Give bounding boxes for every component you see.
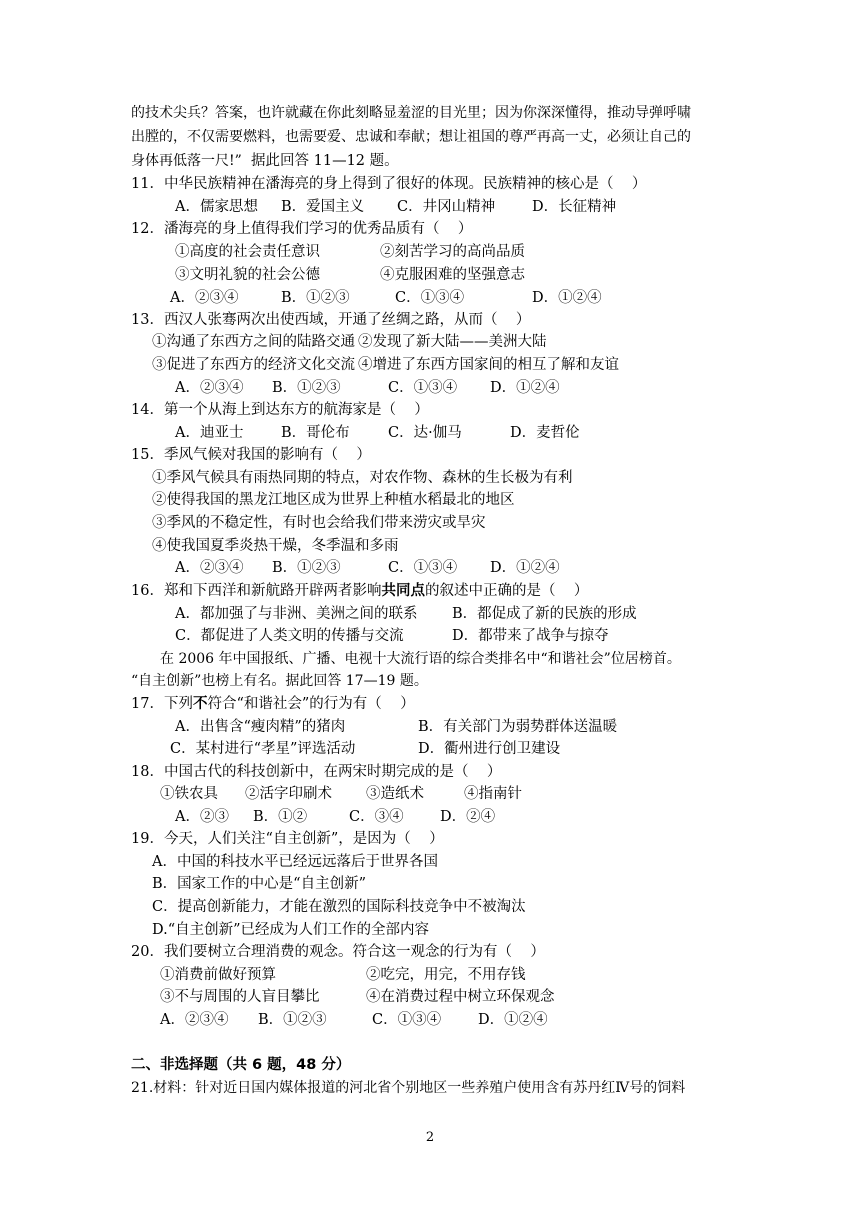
- q19-option-d: D.“自主创新”已经成为人们工作的全部内容: [152, 922, 430, 938]
- q20-statement-3: ③不与周围的人盲目攀比: [160, 989, 320, 1005]
- q15-statement-3: ③季风的不稳定性，有时也会给我们带来涝灾或旱灾: [152, 515, 486, 531]
- q17-option-d: D．衢州进行创卫建设: [418, 741, 561, 757]
- q17-option-b: B．有关部门为弱势群体送温暖: [418, 719, 618, 735]
- q13-option-d: D．①②④: [490, 380, 560, 396]
- q18-statement-2: ②活字印刷术: [245, 786, 332, 802]
- q16-option-d: D．都带来了战争与掠夺: [452, 628, 609, 644]
- q17-emphasis: 不: [192, 696, 208, 712]
- q18-statement-4: ④指南针: [464, 786, 522, 802]
- q13-option-c: C．①③④: [388, 380, 458, 396]
- q19-stem: 19．今天，人们关注“自主创新”，是因为（ ）: [131, 831, 444, 847]
- passage-line-2: 出膛的，不仅需要燃料，也需要爱、忠诚和奉献；想让祖国的尊严再高一丈，必须让自己的: [131, 129, 691, 145]
- q18-option-c: C．③④: [349, 809, 404, 825]
- q18-statement-3: ③造纸术: [366, 786, 424, 802]
- q13-option-a: A．②③④: [175, 380, 244, 396]
- q12-option-b: B．①②③: [281, 290, 350, 306]
- q18-stem: 18．中国古代的科技创新中，在两宋时期完成的是（ ）: [131, 764, 502, 780]
- q12-statement-1: ①高度的社会责任意识: [175, 244, 320, 260]
- q19-option-a: A．中国的科技水平已经远远落后于世界各国: [152, 854, 438, 870]
- q12-option-c: C．①③④: [395, 290, 465, 306]
- q15-stem: 15．季风气候对我国的影响有（ ）: [131, 447, 371, 463]
- q14-option-b: B．哥伦布: [281, 425, 350, 441]
- q14-stem: 14．第一个从海上到达东方的航海家是（ ）: [131, 402, 429, 418]
- q19-option-c: C．提高创新能力，才能在激烈的国际科技竞争中不被淘汰: [152, 899, 526, 915]
- q17-option-a: A．出售含“瘦肉精”的猪肉: [175, 719, 346, 735]
- q14-option-a: A．迪亚士: [175, 425, 244, 441]
- q20-statement-4: ④在消费过程中树立环保观念: [366, 989, 555, 1005]
- q16-stem: 16．郑和下西洋和新航路开辟两者影响共同点的叙述中正确的是（ ）: [131, 583, 589, 599]
- q15-statement-4: ④使我国夏季炎热干燥，冬季温和多雨: [152, 538, 399, 554]
- q15-statement-1: ①季风气候具有雨热同期的特点，对农作物、森林的生长极为有利: [152, 470, 573, 486]
- q12-stem: 12．潘海亮的身上值得我们学习的优秀品质有（ ）: [131, 221, 473, 237]
- q20-option-c: C．①③④: [372, 1012, 442, 1028]
- q11-stem: 11．中华民族精神在潘海亮的身上得到了很好的体现。民族精神的核心是（ ）: [131, 176, 647, 192]
- q16-emphasis: 共同点: [381, 583, 425, 599]
- q13-statement-2: ②发现了新大陆——美洲大陆: [358, 334, 547, 350]
- q14-option-d: D．麦哲伦: [510, 425, 580, 441]
- q13-stem: 13．西汉人张骞两次出使西域，开通了丝绸之路，从而（ ）: [131, 312, 531, 328]
- passage2-line-1: 在 2006 年中国报纸、广播、电视十大流行语的综合类排名中“和谐社会”位居榜首。: [160, 651, 681, 667]
- q13-statement-4: ④增进了东西方国家间的相互了解和友谊: [358, 357, 619, 373]
- q16-option-c: C．都促进了人类文明的传播与交流: [175, 628, 404, 644]
- q11-option-d: D．长征精神: [532, 199, 617, 215]
- q13-statement-1: ①沟通了东西方之间的陆路交通: [152, 334, 355, 350]
- q17-stem: 17．下列不符合“和谐社会”的行为有（ ）: [131, 696, 415, 712]
- q15-option-b: B．①②③: [272, 560, 341, 576]
- q12-option-d: D．①②④: [532, 290, 602, 306]
- q20-statement-2: ②吃完，用完，不用存钱: [366, 967, 526, 983]
- q17-option-c: C．某村进行“孝星”评选活动: [170, 741, 356, 757]
- q18-option-b: B．①②: [253, 809, 308, 825]
- q18-option-a: A．②③: [175, 809, 229, 825]
- q11-option-c: C．井冈山精神: [397, 199, 496, 215]
- passage-line-1: 的技术尖兵？答案，也许就藏在你此刻略显羞涩的目光里；因为你深深懂得，推动导弹呼啸: [131, 105, 691, 121]
- passage-line-3: 身体再低落一尺!” 据此回答 11—12 题。: [131, 153, 399, 169]
- q12-statement-3: ③文明礼貌的社会公德: [175, 267, 320, 283]
- section-heading: 二、非选择题（共 6 题，48 分）: [131, 1057, 351, 1073]
- page-number: 2: [425, 1130, 435, 1145]
- q14-option-c: C．达·伽马: [388, 425, 462, 441]
- q13-option-b: B．①②③: [272, 380, 341, 396]
- q16-option-a: A．都加强了与非洲、美洲之间的联系: [175, 606, 418, 622]
- q16-option-b: B．都促成了新的民族的形成: [452, 606, 637, 622]
- q20-option-d: D．①②④: [478, 1012, 548, 1028]
- q20-option-a: A．②③④: [160, 1012, 229, 1028]
- q19-option-b: B．国家工作的中心是“自主创新”: [152, 876, 366, 892]
- q21-material: 21.材料：针对近日国内媒体报道的河北省个别地区一些养殖户使用含有苏丹红Ⅳ号的饲料: [131, 1080, 686, 1096]
- q20-stem: 20．我们要树立合理消费的观念。符合这一观念的行为有（ ）: [131, 944, 545, 960]
- q12-option-a: A．②③④: [170, 290, 239, 306]
- q15-statement-2: ②使得我国的黑龙江地区成为世界上种植水稻最北的地区: [152, 492, 515, 508]
- q15-option-c: C．①③④: [388, 560, 458, 576]
- q12-statement-2: ②刻苦学习的高尚品质: [380, 244, 525, 260]
- q18-statement-1: ①铁农具: [160, 786, 218, 802]
- q20-statement-1: ①消费前做好预算: [160, 967, 276, 983]
- q20-option-b: B．①②③: [258, 1012, 327, 1028]
- q15-option-a: A．②③④: [175, 560, 244, 576]
- q11-option-a: A．儒家思想: [175, 199, 258, 215]
- passage2-line-2: “自主创新”也榜上有名。据此回答 17—19 题。: [131, 673, 428, 689]
- q11-option-b: B．爱国主义: [281, 199, 365, 215]
- q13-statement-3: ③促进了东西方的经济文化交流: [152, 357, 355, 373]
- q15-option-d: D．①②④: [490, 560, 560, 576]
- q12-statement-4: ④克服困难的坚强意志: [380, 267, 525, 283]
- q18-option-d: D．②④: [440, 809, 496, 825]
